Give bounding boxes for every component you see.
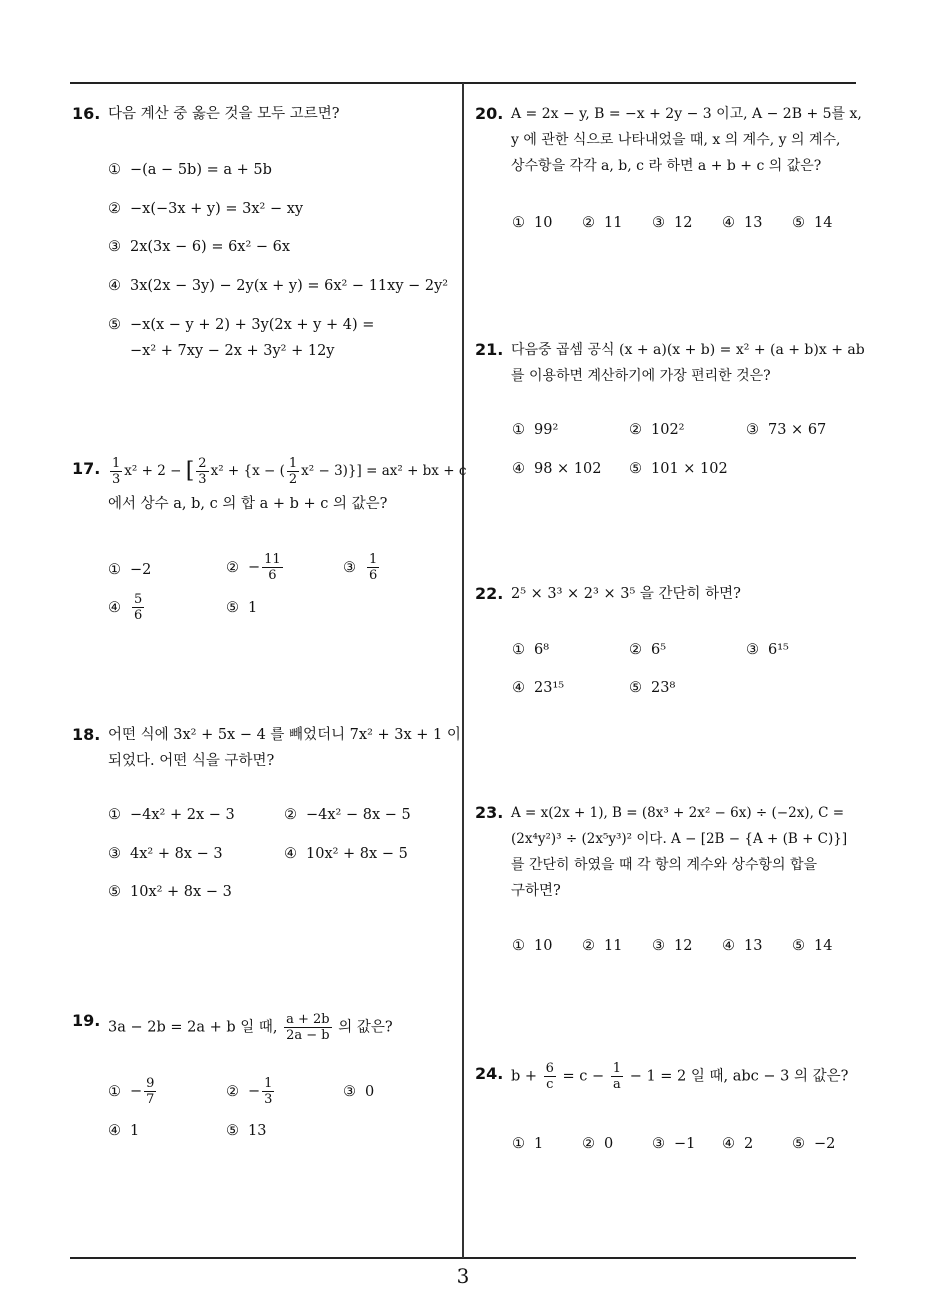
question-number: 16. <box>72 104 101 123</box>
option-5[interactable]: ⑤ 10x² + 8x − 3 <box>108 884 232 900</box>
question-20 <box>475 101 870 179</box>
option-4[interactable]: ④ 10x² + 8x − 5 <box>284 846 408 862</box>
question-number: 21. <box>475 340 504 359</box>
question-stem-3: 를 간단히 하였을 때 각 항의 계수와 상수항의 합을 <box>511 857 818 873</box>
option-2[interactable]: ② −4x² − 8x − 5 <box>284 807 411 823</box>
option-5[interactable]: ⑤ 14 <box>792 215 833 231</box>
option-3[interactable]: ③ 12 <box>652 215 693 231</box>
option-2[interactable]: ② 6⁵ <box>629 642 667 658</box>
question-17 <box>72 456 467 517</box>
option-1[interactable]: ① − $\frac{9}{7}$ <box>108 1076 155 1107</box>
option-2[interactable]: ② −x(−3x + y) = 3x² − xy <box>108 201 304 217</box>
question-number: 20. <box>475 104 504 123</box>
question-number: 22. <box>475 584 504 603</box>
question-stem-2: 에서 상수 a, b, c 의 합 a + b + c 의 값은? <box>108 496 388 512</box>
option-5[interactable]: ⑤ −x(x − y + 2) + 3y(2x + y + 4) = <box>108 317 375 333</box>
option-2[interactable]: ② 11 <box>582 938 623 954</box>
option-4[interactable]: ④ 2 <box>722 1136 754 1152</box>
option-4[interactable]: ④ 13 <box>722 938 763 954</box>
question-number: 23. <box>475 803 504 822</box>
option-3[interactable]: ③ 73 × 67 <box>746 422 827 438</box>
option-5[interactable]: ⑤ 1 <box>226 600 258 616</box>
question-24 <box>475 1061 870 1092</box>
option-5[interactable]: ⑤ 101 × 102 <box>629 461 728 477</box>
option-3[interactable]: ③ 6¹⁵ <box>746 642 789 658</box>
option-3[interactable]: ③ 0 <box>343 1084 375 1100</box>
question-stem: 다음 계산 중 옳은 것을 모두 고르면? <box>108 106 340 122</box>
option-2[interactable]: ② 102² <box>629 422 685 438</box>
option-3[interactable]: ③ 2x(3x − 6) = 6x² − 6x <box>108 239 291 255</box>
option-1[interactable]: ① 6⁸ <box>512 642 550 658</box>
option-3[interactable]: ③ 4x² + 8x − 3 <box>108 846 223 862</box>
question-number: 24. <box>475 1064 504 1083</box>
option-4[interactable]: ④ 13 <box>722 215 763 231</box>
question-number: 18. <box>72 725 101 744</box>
question-18 <box>72 722 462 774</box>
option-5[interactable]: ⑤ 13 <box>226 1123 267 1139</box>
fraction: $\frac{1}{2}$ <box>288 456 298 487</box>
option-2[interactable]: ② 0 <box>582 1136 614 1152</box>
option-5[interactable]: ⑤ 14 <box>792 938 833 954</box>
option-4[interactable]: ④ 1 <box>108 1123 140 1139</box>
option-1[interactable]: ① −4x² + 2x − 3 <box>108 807 235 823</box>
question-22 <box>475 581 870 607</box>
option-5-continued: −x² + 7xy − 2x + 3y² + 12y <box>130 343 335 359</box>
option-4[interactable]: ④ 23¹⁵ <box>512 680 565 696</box>
question-stem: $\frac{1}{3}$ x² + 2 − [ $\frac{2}{3}$ x² + {x − ( $\frac{1}{2}$ x² − 3)}] = ax² + bx + c <box>112 456 467 487</box>
option-1[interactable]: ① −2 <box>108 562 152 578</box>
option-4[interactable]: ④ $\frac{5}{6}$ <box>108 592 143 623</box>
question-number: 17. <box>72 459 101 478</box>
option-2[interactable]: ② − $\frac{1}{3}$ <box>226 1076 273 1107</box>
option-1[interactable]: ① −(a − 5b) = a + 5b <box>108 162 272 178</box>
question-stem: 다음중 곱셈 공식 (x + a)(x + b) = x² + (a + b)x + ab <box>511 342 865 358</box>
question-stem: 2⁵ × 3³ × 2³ × 3⁵ 을 간단히 하면? <box>511 586 741 602</box>
question-16 <box>72 101 452 127</box>
question-stem-2: 를 이용하면 계산하기에 가장 편리한 것은? <box>511 368 771 384</box>
option-4[interactable]: ④ 3x(2x − 3y) − 2y(x + y) = 6x² − 11xy − 2y² <box>108 278 449 294</box>
option-3[interactable]: ③ −1 <box>652 1136 696 1152</box>
question-stem-3: 상수항을 각각 a, b, c 라 하면 a + b + c 의 값은? <box>511 158 822 174</box>
option-5[interactable]: ⑤ 23⁸ <box>629 680 676 696</box>
question-19 <box>72 1008 462 1043</box>
option-3[interactable]: ③ 12 <box>652 938 693 954</box>
option-2[interactable]: ② 11 <box>582 215 623 231</box>
option-1[interactable]: ① 10 <box>512 215 553 231</box>
question-stem: A = 2x − y, B = −x + 2y − 3 이고, A − 2B + 5를 x, <box>511 106 862 122</box>
option-5[interactable]: ⑤ −2 <box>792 1136 836 1152</box>
option-1[interactable]: ① 10 <box>512 938 553 954</box>
question-number: 19. <box>72 1011 101 1030</box>
question-stem-2: (2x⁴y²)³ ÷ (2x⁵y³)² 이다. A − [2B − {A + (B + C)}] <box>511 831 848 847</box>
question-stem-2: 되었다. 어떤 식을 구하면? <box>108 753 275 769</box>
question-stem-4: 구하면? <box>511 883 561 899</box>
question-stem: 어떤 식에 3x² + 5x − 4 를 빼었더니 7x² + 3x + 1 이 <box>108 727 461 743</box>
question-stem: 3a − 2b = 2a + b 일 때, $\frac{a + 2b}{2a - b}$ 의 값은? <box>108 1012 393 1043</box>
option-2[interactable]: ② − $\frac{11}{6}$ <box>226 552 281 583</box>
page-number: 3 <box>456 1264 470 1288</box>
option-3[interactable]: ③ $\frac{1}{6}$ <box>343 552 378 583</box>
fraction: $\frac{1}{3}$ <box>112 456 121 487</box>
question-stem: b + $\frac{6}{c}$ = c − $\frac{1}{a}$ − 1 = 2 일 때, abc − 3 의 값은? <box>511 1061 849 1092</box>
question-stem-2: y 에 관한 식으로 나타내었을 때, x 의 계수, y 의 계수, <box>511 132 841 148</box>
question-23 <box>475 800 870 904</box>
question-21 <box>475 337 870 389</box>
option-1[interactable]: ① 1 <box>512 1136 544 1152</box>
question-stem: A = x(2x + 1), B = (8x³ + 2x² − 6x) ÷ (−2x), C = <box>511 805 845 821</box>
option-4[interactable]: ④ 98 × 102 <box>512 461 602 477</box>
fraction: $\frac{2}{3}$ <box>198 456 207 487</box>
column-divider <box>462 83 464 1258</box>
option-1[interactable]: ① 99² <box>512 422 559 438</box>
